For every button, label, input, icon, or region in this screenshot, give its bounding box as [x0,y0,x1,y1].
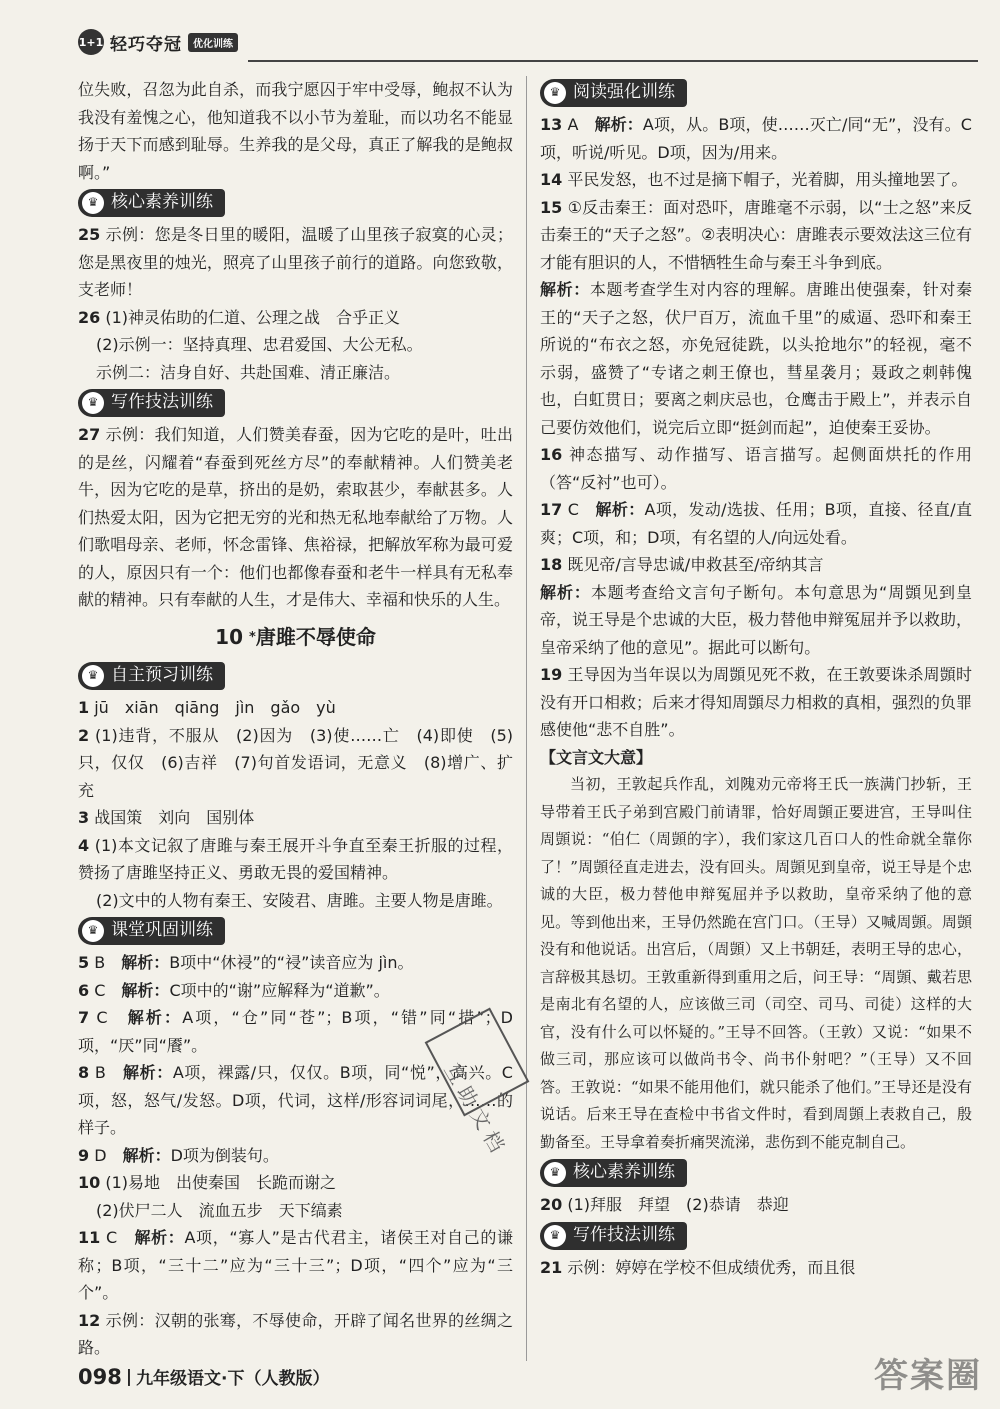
column-divider [526,76,527,1361]
answer-26-line3: 示例二：洁身自好、共赴国难、清正廉洁。 [96,362,401,382]
wenyan-translation: 当初，王敦起兵作乱，刘隗劝元帝将王氏一族满门抄斩，王导带着王氏子弟到宫殿门前请罪，恰好周顗正要进宫，王导叫住周顗说：“伯仁（周顗的字），我们家这几百口人的性命就全靠你了！”周顗径直走进去，没有回头。周顗见到皇帝，说王导是个忠诚的大臣，极力替他申辩冤屈并予以救助，皇帝采纳了他的意见。等到他出来，王导仍然跪在宫门口。（王导）又喊周顗。周顗没有和他说话。出宫后，（周顗）又上书朝廷，表明王导的忠心，言辞极其恳切。王敦重新得到重用之后，问王导：“周顗、戴若思是南北有名望的人，应该做三司（司空、司马、司徒）这样的大官，没有什么可以怀疑的。”王导不回答。（王敦）又说：“如果不做三司，那应该可以做尚书令、尚书仆射吧？”（王导）又不回答。王敦说：“如果不能用他们，就只能杀了他们。”王导还是没有说话。后来王导在查检中书省文件时，看到周顗上表救自己，殷勤备至。王导拿着奏折痛哭流涕，悲伤到不能克制自己。 [540,775,972,1151]
answer-20: 20 (1)拜服 拜望 (2)恭请 恭迎 [540,1195,789,1214]
crown-icon: ♛ [82,392,104,414]
left-column [78,76,513,1362]
section-xiezuo: ♛ 写作技法训练 [78,389,225,417]
answer-18: 18 既见帝/言导忠诚/申救甚至/帝纳其言 [540,555,824,574]
answer-14: 14 平民发怒，也不过是摘下帽子，光着脚，用头撞地罢了。 [540,170,968,189]
crown-icon: ♛ [82,920,104,942]
crown-icon: ♛ [544,1162,566,1184]
answer-3: 3 战国策 刘向 国别体 [78,808,255,827]
watermark-logo: 答案圈 [874,1356,982,1396]
answer-8: 8 B 解析：A项，裸露/只，仅仅。B项，同“悦”，高兴。C项，怒，怒气/发怒。D项，代词，这样/形容词词尾，……的样子。 [78,1063,513,1137]
answer-12: 12 示例：汉朝的张骞，不辱使命，开辟了闻名世界的丝绸之路。 [78,1310,513,1357]
intro-text: 位失败，召忽为此自杀，而我宁愿囚于牢中受辱，鲍叔不认为我没有羞愧之心，他知道我不以小节为羞耻，而以功名不能显扬于天下而感到耻辱。生养我的是父母，真正了解我的是鲍叔啊。” [78,80,513,182]
answer-4: 4 (1)本文记叙了唐雎与秦王展开斗争直至秦王折服的过程，赞扬了唐雎坚持正义、勇敢无畏的爱国精神。 [78,835,513,882]
crown-icon: ♛ [82,665,104,687]
answer-6: 6 C 解析：C项中的“谢”应解释为“道歉”。 [78,980,390,1000]
brand-logo-icon: 1+1 [78,29,104,55]
answer-26-line2: (2)示例一：坚持真理、忠君爱国、大公无私。 [96,335,423,354]
section-hexin-right: ♛ 核心素养训练 [540,1159,687,1187]
page-number: 098 [78,1364,122,1389]
section-hexin: ♛ 核心素养训练 [78,189,225,217]
header-rule [248,60,978,62]
crown-icon: ♛ [544,82,566,104]
answer-1: 1 jū xiān qiāng jìn gǎo yù [78,698,336,717]
answer-18-explanation: 解析：本题考查给文言句子断句。本句意思为“周顗见到皇帝，说王导是个忠诚的大臣，极力替他申辩冤屈并予以救助，皇帝采纳了他的意见”。据此可以断句。 [540,582,973,657]
section-yuedu: ♛ 阅读强化训练 [540,79,687,107]
answer-4-line2: (2)文中的人物有秦王、安陵君、唐雎。主要人物是唐雎。 [96,890,503,910]
chapter-title: 10 *唐雎不辱使命 [215,624,376,649]
section-xiezuo-right: ♛ 写作技法训练 [540,1222,687,1250]
answer-13: 13 A 解析：A项，从。B项，使……灭亡/同“无”，没有。C项，听说/听见。D项，因为/用来。 [540,115,972,162]
answer-7: 7 C 解析：A项，“仓”同“苍”；B项，“错”同“措”；D项，“厌”同“餍”。 [78,1008,513,1055]
brand-tag: 优化训练 [188,33,238,52]
answer-21: 21 示例：婷婷在学校不但成绩优秀，而且很 [540,1257,856,1277]
page-footer: 098 | 九年级语文·下（人教版） [78,1364,330,1389]
answer-15-explanation: 解析：本题考查学生对内容的理解。唐雎出使强秦，针对秦王的“天子之怒，伏尸百万，流血千里”的威逼、恐吓和秦王所说的“布衣之怒，亦免冠徒跣，以头抢地尔”的轻视，毫不示弱，盛赞了“专诸之刺王僚也，彗星袭月；聂政之刺韩傀也，白虹贯日；要离之刺庆忌也，仓鹰击于殿上”，并表示自己要仿效他们，说完后立即“挺剑而起”，迫使秦王妥协。 [540,280,972,437]
brand [78,28,238,56]
answer-10-line2: (2)伏尸二人 流血五步 天下缟素 [96,1200,343,1220]
stamp-text: 互助文档 [439,1059,513,1162]
answer-15: 15 ①反击秦王：面对恐吓，唐雎毫不示弱，以“士之怒”来反击秦王的“天子之怒”。②表明决心：唐雎表示要效法这三位有才能有胆识的人，不惜牺牲生命与秦王斗争到底。 [540,197,972,272]
right-column [540,76,972,1281]
answer-5: 5 B 解析：B项中“休祲”的“祲”读音应为 jìn。 [78,953,414,972]
brand-name: 轻巧夺冠 [110,34,182,55]
answer-25: 25 示例：您是冬日里的暖阳，温暖了山里孩子寂寞的心灵；您是黑夜里的烛光，照亮了山里孩子前行的道路。向您致敬，支老师！ [78,225,513,299]
book-title: 九年级语文·下（人教版） [136,1369,330,1389]
wenyan-title: 【文言文大意】 [540,747,653,767]
answer-16: 16 神态描写、动作描写、语言描写。起侧面烘托的作用（答“反衬”也可）。 [540,445,972,492]
answer-27: 27 示例：我们知道，人们赞美春蚕，因为它吃的是叶，吐出的是丝，闪耀着“春蚕到死丝方尽”的奉献精神。人们赞美老牛，因为它吃的是草，挤出的是奶，索取甚少，奉献甚多。人们热爱太阳，因为它把无穷的光和热无私地奉献给了万物。人们歌唱母亲、老师，怀念雷锋、焦裕禄，把解放军称为最可爱的人，原因只有一个：他们也都像春蚕和老牛一样具有无私奉献的精神。只有奉献的人生，才是伟大、幸福和快乐的人生。 [78,425,513,609]
section-ketang: ♛ 课堂巩固训练 [78,917,225,945]
answer-10: 10 (1)易地 出使秦国 长跪而谢之 [78,1173,337,1192]
answer-26: 26 (1)神灵佑助的仁道、公理之战 合乎正义 [78,307,401,327]
answer-9: 9 D 解析：D项为倒装句。 [78,1145,279,1165]
crown-icon: ♛ [82,192,104,214]
answer-19: 19 王导因为当年误以为周顗见死不救，在王敦要诛杀周顗时没有开口相救；后来才得知周顗尽力相救的真相，强烈的负罪感使他“悲不自胜”。 [540,665,973,739]
answer-17: 17 C 解析：A项，发动/选拔、任用；B项，直接、径直/直爽；C项，和；D项，有名望的人/向远处看。 [540,500,972,547]
answer-11: 11 C 解析：A项，“寡人”是古代君主，诸侯王对自己的谦称；B项，“三十二”应为“三十三”；D项，“四个”应为“三个”。 [78,1228,513,1302]
section-zizhu: ♛ 自主预习训练 [78,662,225,690]
crown-icon: ♛ [544,1225,566,1247]
answer-2: 2 (1)违背，不服从 (2)因为 (3)使……亡 (4)即使 (5)只，仅仅 (6)吉祥 (7)句首发语词，无意义 (8)增广、扩充 [78,725,513,800]
